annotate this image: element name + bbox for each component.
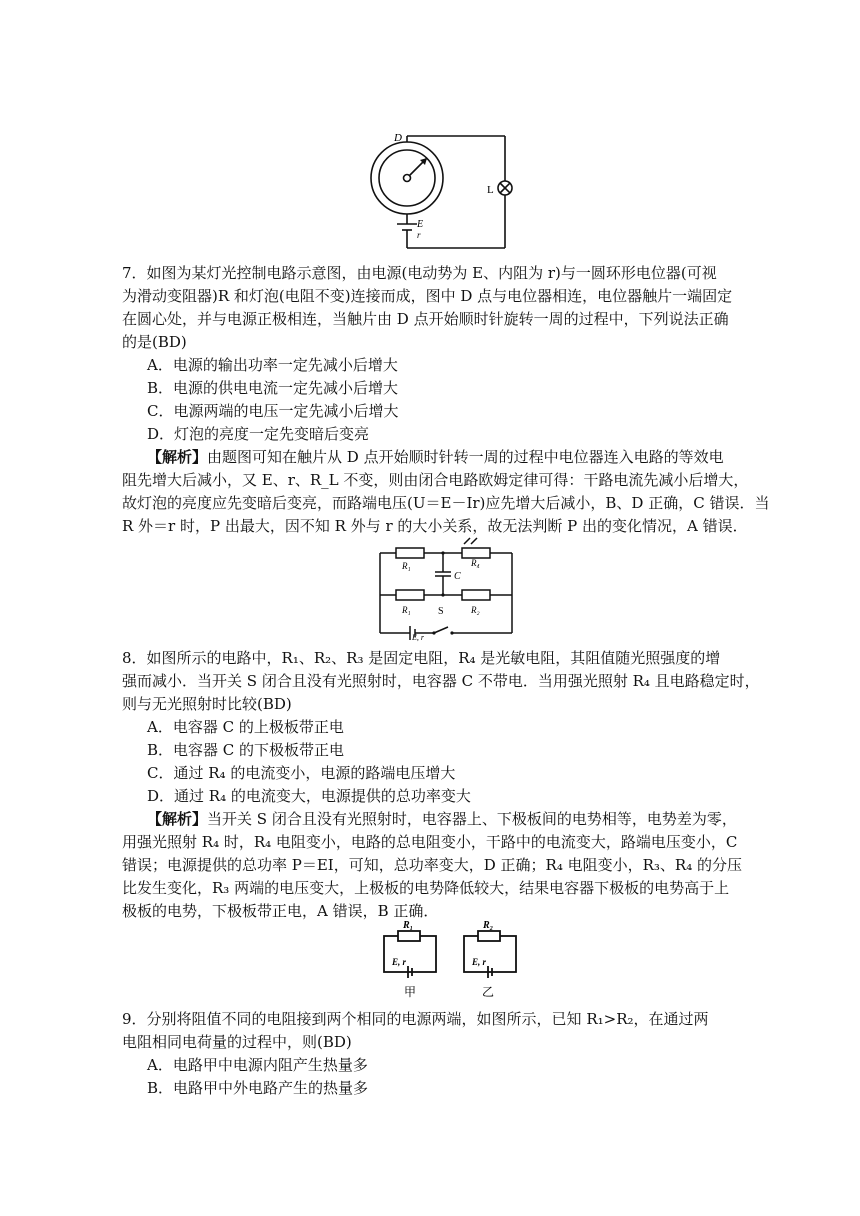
label-R1: R₁: [403, 920, 414, 931]
q7-option-c: C．电源两端的电压一定先减小后增大: [147, 402, 399, 420]
label-R2: R₂: [471, 605, 480, 615]
q8-analysis-line-5: 极板的电势，下极板带正电，A 错误，B 正确．: [122, 902, 439, 920]
q8-line-2: 强而减小．当开关 S 闭合且没有光照射时，电容器 C 不带电．当用强光照射 R₄ 且电路稳定时，: [122, 672, 760, 690]
q8-analysis-line-1: [147, 808, 767, 830]
q8-option-a: A．电容器 C 的上极板带正电: [147, 718, 344, 736]
label-R4: R₄: [471, 558, 480, 568]
label-C: C: [454, 571, 461, 582]
q8-option-b: B．电容器 C 的下极板带正电: [147, 741, 345, 759]
label-D: D: [394, 132, 402, 144]
q8-analysis-line-4: 比发生变化，R₃ 两端的电压变大，上极板的电势降低较大，结果电容器下极板的电势高于上: [122, 879, 730, 897]
label-Er: E, r: [412, 633, 424, 642]
caption-jia: 甲: [404, 985, 417, 999]
q7-option-a: A．电源的输出功率一定先减小后增大: [147, 356, 398, 374]
label-R1-top: R₁: [402, 561, 411, 571]
q8-analysis-tag: 【解析】: [147, 810, 208, 828]
q9-line-2: 电阻相同电荷量的过程中，则(BD): [122, 1033, 352, 1051]
label-L: L: [487, 184, 494, 196]
figure-q9-circuits: [378, 918, 524, 1000]
label-R2: R₂: [483, 920, 494, 931]
label-E: E: [417, 219, 424, 230]
q8-line-1: 8．如图所示的电路中，R₁、R₂、R₃ 是固定电阻，R₄ 是光敏电阻，其阻值随光照强度的增: [122, 649, 721, 667]
q8-analysis-line-3: 错误；电源提供的总功率 P＝EI，可知，总功率变大，D 正确；R₄ 电阻变小，R₃、R₄ 的分压: [122, 856, 742, 874]
q7-line-2: 为滑动变阻器)R 和灯泡(电阻不变)连接而成，图中 D 点与电位器相连，电位器触片一端固定: [122, 287, 733, 305]
figure-q7-circuit: [365, 128, 515, 254]
q8-analysis-text-1: 当开关 S 闭合且没有光照射时，电容器上、下极板间的电势相等，电势差为零，: [207, 810, 737, 828]
q9-line-1: 9．分别将阻值不同的电阻接到两个相同的电源两端，如图所示，已知 R₁>R₂，在通过两: [122, 1010, 709, 1028]
q7-line-1: 7．如图为某灯光控制电路示意图，由电源(电动势为 E、内阻为 r)与一圆环形电位器(可视: [122, 264, 717, 282]
caption-yi: 乙: [482, 985, 495, 999]
q7-analysis-tag: 【解析】: [147, 448, 208, 466]
q8-analysis-line-2: 用强光照射 R₄ 时，R₄ 电阻变小，电路的总电阻变小，干路中的电流变大，路端电压变小，C: [122, 833, 738, 851]
q9-option-a: A．电路甲中电源内阻产生热量多: [147, 1056, 368, 1074]
label-r: r: [417, 230, 421, 240]
label-R1-bottom: R₁: [402, 605, 411, 615]
q7-analysis-line-3: 故灯泡的亮度应先变暗后变亮，而路端电压(U＝E－Ir)应先增大后减小，B、D 正确，C 错误．当: [122, 494, 770, 512]
label-Er-right: E, r: [472, 957, 487, 967]
q9-option-b: B．电路甲中外电路产生的热量多: [147, 1079, 369, 1097]
q7-analysis-line-2: 阻先增大后减小，又 E、r、R_L 不变，则由闭合电路欧姆定律可得：干路电流先减小后增大，: [122, 471, 749, 489]
q7-option-d: D．灯泡的亮度一定先变暗后变亮: [147, 425, 370, 443]
q7-analysis-line-1: [147, 446, 767, 468]
label-Er-left: E, r: [392, 957, 407, 967]
q8-option-c: C．通过 R₄ 的电流变小，电源的路端电压增大: [147, 764, 456, 782]
figure-q8-circuit: [372, 535, 520, 643]
q7-option-b: B．电源的供电电流一定先减小后增大: [147, 379, 399, 397]
q7-analysis-line-4: R 外＝r 时，P 出最大，因不知 R 外与 r 的大小关系，故无法判断 P 出的变化情况，A 错误．: [122, 517, 748, 535]
q8-option-d: D．通过 R₄ 的电流变大，电源提供的总功率变大: [147, 787, 471, 805]
q7-line-4: 的是(BD): [122, 333, 187, 351]
q7-analysis-text-1: 由题图可知在触片从 D 点开始顺时针转一周的过程中电位器连入电路的等效电: [207, 448, 724, 466]
label-S: S: [438, 606, 444, 617]
q7-line-3: 在圆心处，并与电源正极相连，当触片由 D 点开始顺时针旋转一周的过程中，下列说法正确: [122, 310, 729, 328]
q8-line-3: 则与无光照射时比较(BD): [122, 695, 292, 713]
